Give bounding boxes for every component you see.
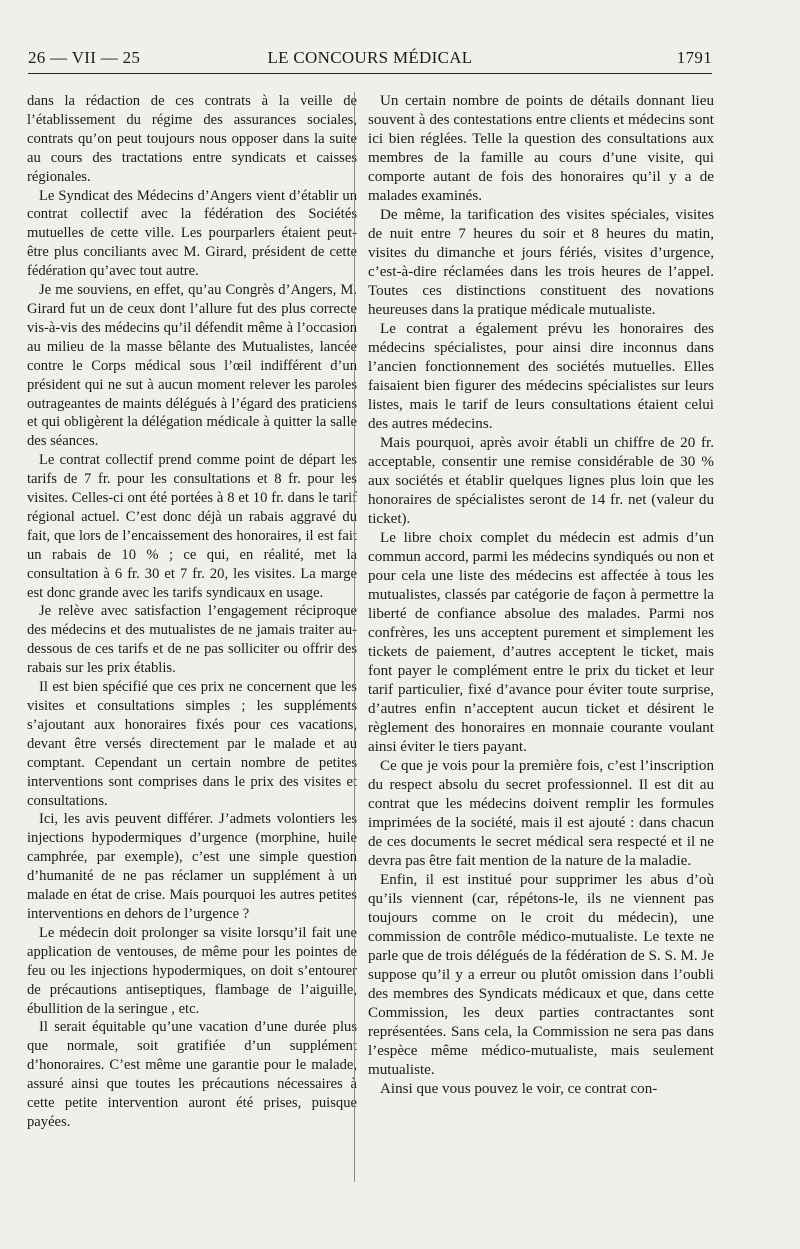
paragraph: Je me souviens, en effet, qu’au Congrès d’Angers, M. Girard fut un de ceux dont l’allure fut des plus correcte vis-à-vis des médecins qu’il défendit même à l’occasion au milieu de la masse bêlante des Mutualistes, lancée contre le Corps médical sous l’œil indifférent d’un président qui ne sut à aucun moment relever les paroles outrageantes de maints délégués à l’égard des praticiens et qui obligèrent la délégation médicale à quitter la salle des séances. <box>27 282 357 450</box>
header-rule <box>28 73 712 74</box>
right-column <box>368 92 714 1099</box>
paragraph: De même, la tarification des visites spéciales, visites de nuit entre 7 heures du soir et 8 heures du matin, visites du dimanche et jours fériés, visites d’urgence, c’est-à-dire réclamées dans les trois heures de l’appel. Toutes ces distinctions constituent des novations heureuses dans la pratique médicale mutualiste. <box>368 207 714 318</box>
paragraph: Le libre choix complet du médecin est admis d’un commun accord, parmi les médecins syndiqués ou non et pour cela une liste des médecins est affectée à tous les mutualistes, classés par catégorie de façon à permettre la liberté de confiance absolue des malades. Parmi nos confrères, les uns acceptent purement et simplement les tickets de paiement, d’autres acceptent le ticket, mais font payer le complément entre le prix du ticket et leur tarif particulier, fixé d’avance pour éviter toute surprise, d’autres enfin n’acceptent aucun ticket et désirent le règlement des honoraires en monnaie courante voulant ainsi éviter le tiers payant. <box>368 530 714 755</box>
paragraph: Le médecin doit prolonger sa visite lorsqu’il fait une application de ventouses, de même pour les pointes de feu ou les injections hypodermiques, on doit s’entourer de précautions antiseptiques, flambage de l’aiguille, ébullition de la seringue , etc. <box>27 924 357 1017</box>
paragraph: Le Syndicat des Médecins d’Angers vient d’établir un contrat collectif avec la fédération des Sociétés mutuelles de cette ville. Les pourparlers étaient peut-être plus conciliants avec M. Girard, président de cette fédération qu’avec tout autre. <box>27 187 357 280</box>
paragraph: Ce que je vois pour la première fois, c’est l’inscription du respect absolu du secret professionnel. Il est dit au contrat que les médecins doivent remplir les formules imprimées de la société, mais il est ajouté : dans chacun de ces documents le secret médical sera respecté et il ne devra pas être fait mention de la nature de la maladie. <box>368 758 714 869</box>
paragraph: Il serait équitable qu’une vacation d’une durée plus que normale, soit gratifiée d’un supplément d’honoraires. C’est même une garantie pour le malade, assuré ainsi que toutes les précautions nécessaires à cette petite intervention auront été prises, puisque payées. <box>27 1019 357 1130</box>
journal-title: LE CONCOURS MÉDICAL <box>267 48 473 67</box>
paragraph: Il est bien spécifié que ces prix ne concernent que les visites et consultations simples ; les suppléments s’ajoutant aux honoraires fixés pour ces vacations, devant être versés directement par le malade et au comptant. Cependant un certain nombre de petites interventions sont comprises dans le prix des visites et consultations. <box>27 679 357 809</box>
paragraph: Mais pourquoi, après avoir établi un chiffre de 20 fr. acceptable, consentir une remise considérable de 30 % aux sociétés et établir quelques lignes plus loin que les honoraires de spécialistes seront de 14 fr. net (valeur du ticket). <box>368 435 714 527</box>
paragraph: Ici, les avis peuvent différer. J’admets volontiers les injections hypodermiques d’urgence (morphine, huile camphrée, par exemple), c’est une simple question d’humanité de ne pas réclamer un supplément à un malade en état de crise. Mais pourquoi les autres petites interventions en dehors de l’urgence ? <box>27 811 357 922</box>
page-header <box>28 44 712 72</box>
paragraph: Un certain nombre de points de détails donnant lieu souvent à des contestations entre clients et médecins sont ici bien réglées. Telle la question des consultations aux membres de la famille au cours d’une visite, qui comporte autant de fois des honoraires qu’il y a de malades examinés. <box>368 93 714 204</box>
paragraph: Le contrat a également prévu les honoraires des médecins spécialistes, pour ainsi dire inconnus dans l’ancien fonctionnement des sociétés mutuelles. Elles faisaient bien figurer des médecins spécialistes sur leurs listes, mais le tarif de leurs consultations étaient celui des autres médecins. <box>368 321 714 432</box>
page-number: 1791 <box>676 48 712 67</box>
left-column <box>27 92 357 1132</box>
paragraph: Ainsi que vous pouvez le voir, ce contrat con- <box>380 1081 658 1097</box>
paragraph: Enfin, il est institué pour supprimer les abus d’où qu’ils viennent (car, répétons-le, ils ne viennent pas toujours comme on le croit du médecin), une commission de contrôle médico-mutualiste. Le texte ne parle que de trois délégués de la fédération de S. S. M. Je suppose qu’il y a erreur ou plutôt omission dans l’oubli des membres des Syndicats médicaux et que, dans cette Commission, les deux parties contractantes sont représentées. Sans cela, la Commission ne sera pas dans l’espèce même médico-mutualiste, mais seulement mutualiste. <box>368 872 714 1078</box>
paragraph: Je relève avec satisfaction l’engagement réciproque des médecins et des mutualistes de ne jamais traiter au-dessous de ces tarifs et de ne pas solliciter ou offrir des rabais sur les prix établis. <box>27 603 357 677</box>
column-divider <box>354 92 355 1182</box>
paragraph: Le contrat collectif prend comme point de départ les tarifs de 7 fr. pour les consultations et 8 fr. pour les visites. Celles-ci ont été portées à 8 et 10 fr. dans le tarif régional actuel. C’est donc déjà un rabais aggravé du fait, que lors de l’encaissement des honoraires, il est fait un rabais de 10 % ; ce qui, en réalité, met la consultation à 6 fr. 30 et 7 fr. 20, les visites. La marge est donc grande avec les tarifs syndicaux en usage. <box>27 452 357 601</box>
page-reference: 26 — VII — 25 <box>28 48 141 67</box>
paragraph: dans la rédaction de ces contrats à la veille de l’établissement du régime des assurances sociales, contrats qu’on peut toujours nous opposer dans la suite au cours des tractations entre syndicats et caisses régionales. <box>27 93 357 185</box>
